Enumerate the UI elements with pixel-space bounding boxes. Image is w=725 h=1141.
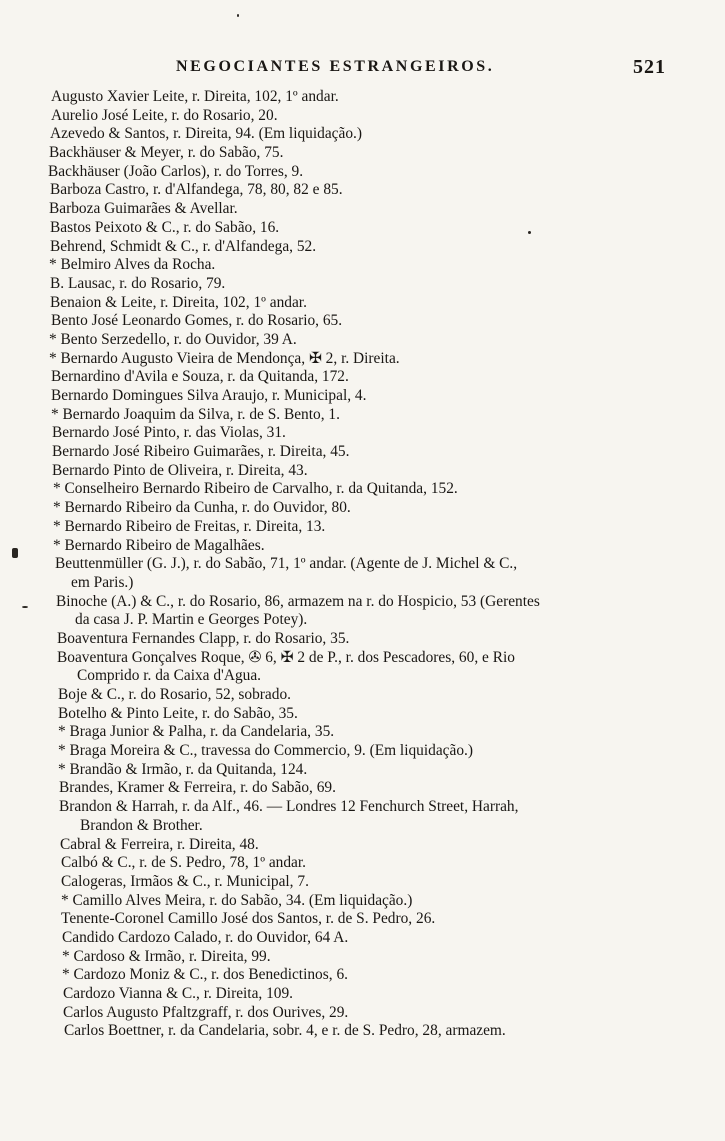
ink-speck <box>12 548 18 558</box>
list-item: Botelho & Pinto Leite, r. do Sabão, 35. <box>58 704 298 722</box>
list-item: Bernardo Pinto de Oliveira, r. Direita, 43. <box>52 461 308 479</box>
list-item: Benaion & Leite, r. Direita, 102, 1º andar. <box>50 293 307 311</box>
ink-speck <box>22 606 28 608</box>
list-item: * Camillo Alves Meira, r. do Sabão, 34. (Em liquidação.) <box>61 891 413 909</box>
list-item: B. Lausac, r. do Rosario, 79. <box>50 274 226 292</box>
list-item-continuation: Brandon & Brother. <box>80 816 203 834</box>
ink-speck <box>528 231 531 234</box>
list-item: * Braga Junior & Palha, r. da Candelaria, 35. <box>58 723 335 741</box>
list-item: Bastos Peixoto & C., r. do Sabão, 16. <box>50 218 280 236</box>
list-item: Barboza Guimarães & Avellar. <box>49 200 238 218</box>
list-item: Candido Cardozo Calado, r. do Ouvidor, 64 A. <box>62 928 349 946</box>
list-item: Carlos Augusto Pfaltzgraff, r. dos Ourives, 29. <box>63 1003 349 1021</box>
list-item: * Bernardo Augusto Vieira de Mendonça, ✠ 2, r. Direita. <box>49 349 400 367</box>
list-item: Boje & C., r. do Rosario, 52, sobrado. <box>58 686 291 703</box>
list-item: Bernardo José Ribeiro Guimarães, r. Direita, 45. <box>52 443 350 461</box>
page-number: 521 <box>633 56 666 78</box>
list-item: * Belmiro Alves da Rocha. <box>49 256 216 274</box>
list-item: Behrend, Schmidt & C., r. d'Alfandega, 52. <box>50 237 317 255</box>
list-item: Backhäuser & Meyer, r. do Sabão, 75. <box>49 144 284 162</box>
list-item: * Brandão & Irmão, r. da Quitanda, 124. <box>58 760 308 778</box>
list-item: Boaventura Gonçalves Roque, ✇ 6, ✠ 2 de P., r. dos Pescadores, 60, e Rio <box>57 648 515 666</box>
list-item: * Bernardo Ribeiro de Magalhães. <box>53 536 265 554</box>
list-item: Calogeras, Irmãos & C., r. Municipal, 7. <box>61 872 309 890</box>
list-item: Bernardo Domingues Silva Araujo, r. Municipal, 4. <box>51 387 367 404</box>
list-item: Carlos Boettner, r. da Candelaria, sobr. 4, e r. de S. Pedro, 28, armazem. <box>64 1022 506 1040</box>
list-item: * Bernardo Ribeiro da Cunha, r. do Ouvidor, 80. <box>53 499 351 517</box>
list-item: Brandon & Harrah, r. da Alf., 46. — Londres 12 Fenchurch Street, Harrah, <box>59 798 519 816</box>
list-item: * Cardozo Moniz & C., r. dos Benedictinos, 6. <box>62 966 348 984</box>
list-item: Augusto Xavier Leite, r. Direita, 102, 1º andar. <box>51 88 339 105</box>
ink-speck <box>237 14 239 17</box>
list-item: Brandes, Kramer & Ferreira, r. do Sabão, 69. <box>59 779 336 797</box>
running-title: NEGOCIANTES ESTRANGEIROS. <box>176 58 495 75</box>
list-item: Bernardino d'Avila e Souza, r. da Quitanda, 172. <box>51 368 349 386</box>
list-item: * Cardoso & Irmão, r. Direita, 99. <box>62 947 271 965</box>
page-header <box>0 58 725 84</box>
list-item: * Bernardo Ribeiro de Freitas, r. Direita, 13. <box>53 517 326 535</box>
list-item: * Bernardo Joaquim da Silva, r. de S. Bento, 1. <box>51 405 340 423</box>
list-item-continuation: da casa J. P. Martin e Georges Potey). <box>75 611 308 629</box>
list-item: Backhäuser (João Carlos), r. do Torres, 9. <box>48 162 304 180</box>
list-item: Cabral & Ferreira, r. Direita, 48. <box>60 835 259 853</box>
list-item: Beuttenmüller (G. J.), r. do Sabão, 71, 1º andar. (Agente de J. Michel & C., <box>55 555 518 573</box>
list-item-continuation: Comprido r. da Caixa d'Agua. <box>77 667 262 685</box>
list-item-continuation: em Paris.) <box>71 573 134 591</box>
list-item: * Bento Serzedello, r. do Ouvidor, 39 A. <box>49 330 297 348</box>
list-item: * Conselheiro Bernardo Ribeiro de Carvalho, r. da Quitanda, 152. <box>53 480 458 498</box>
list-item: Boaventura Fernandes Clapp, r. do Rosario, 35. <box>57 629 350 647</box>
list-item: Aurelio José Leite, r. do Rosario, 20. <box>51 106 278 124</box>
list-item: Binoche (A.) & C., r. do Rosario, 86, armazem na r. do Hospicio, 53 (Gerentes <box>56 592 540 610</box>
list-item: Cardozo Vianna & C., r. Direita, 109. <box>63 985 294 1002</box>
list-item: * Braga Moreira & C., travessa do Commercio, 9. (Em liquidação.) <box>58 742 474 760</box>
list-item: Bernardo José Pinto, r. das Violas, 31. <box>52 424 286 442</box>
list-item: Calbó & C., r. de S. Pedro, 78, 1º andar. <box>61 854 307 872</box>
directory-list <box>0 88 725 1041</box>
list-item: Barboza Castro, r. d'Alfandega, 78, 80, 82 e 85. <box>50 181 343 199</box>
list-item: Azevedo & Santos, r. Direita, 94. (Em liquidação.) <box>50 125 363 143</box>
list-item: Tenente-Coronel Camillo José dos Santos, r. de S. Pedro, 26. <box>61 910 436 928</box>
list-item: Bento José Leonardo Gomes, r. do Rosario, 65. <box>51 312 343 330</box>
